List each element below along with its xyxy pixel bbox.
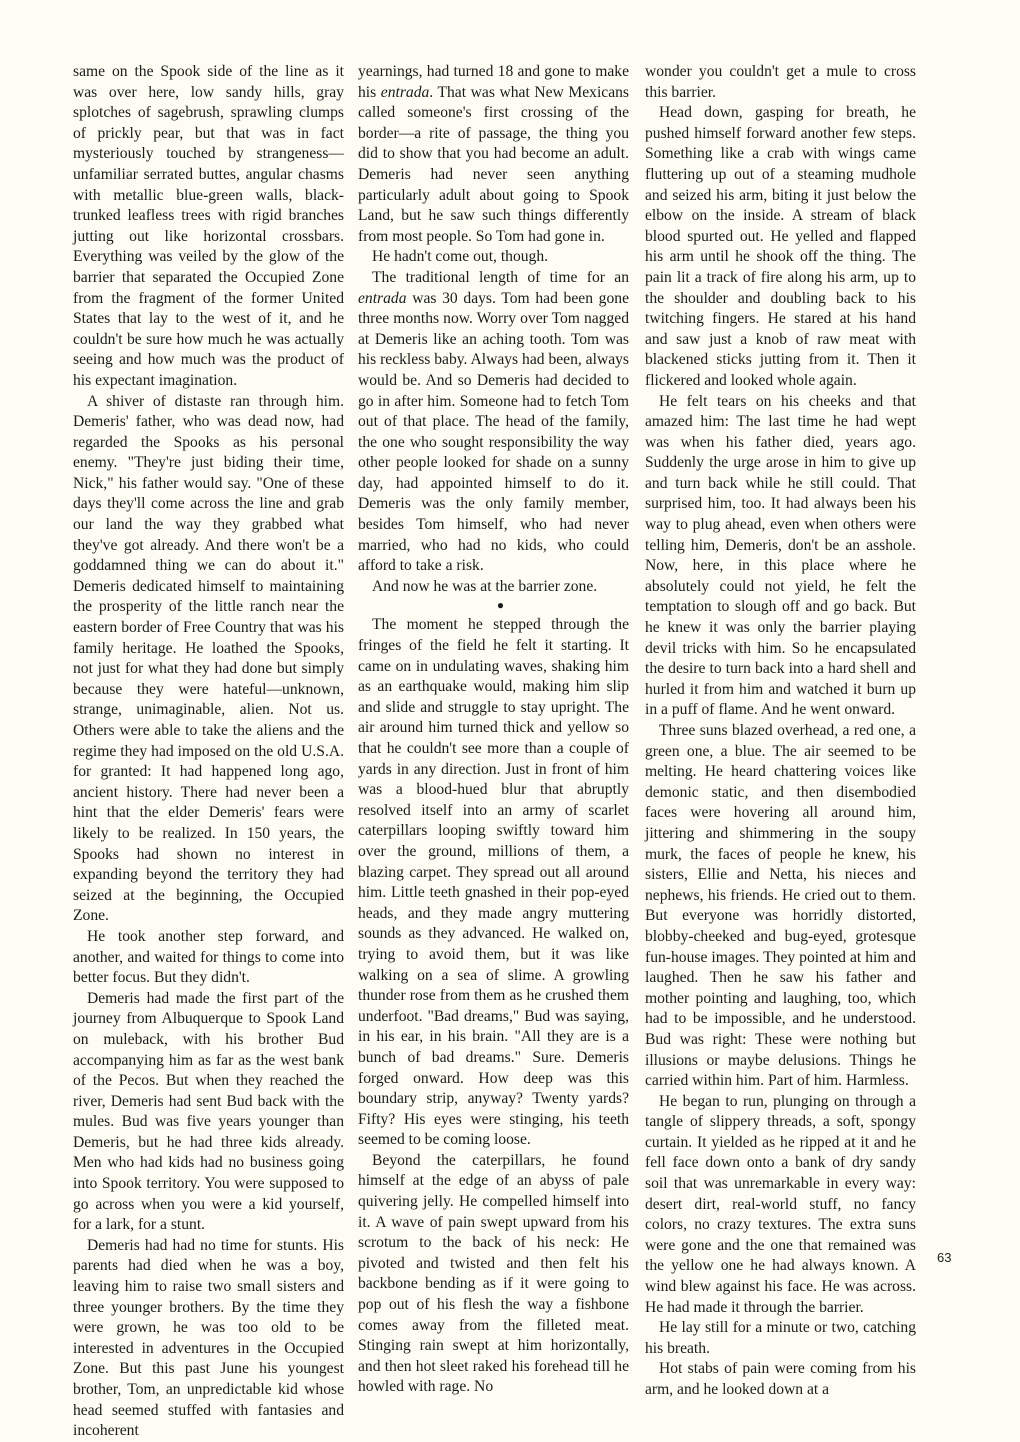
paragraph: He took another step forward, and another, and waited for things to come into better focus. But they didn't. — [73, 927, 344, 987]
paragraph: And now he was at the barrier zone. — [372, 577, 598, 595]
text-column-1 — [73, 62, 344, 1442]
paragraph: A shiver of distaste ran through him. Demeris' father, who was dead now, had regarded the Spooks as his personal enemy. "They're just biding their time, Nick," his father would say. "One of these days they'll come across the line and grab our land the way they grabbed what they've got already. And there won't be a goddamned thing we can do about it." Demeris dedicated himself to maintaining the prosperity of the little ranch near the eastern border of Free Country that was his family heritage. He loathed the Spooks, not just for what they had done but simply because they were hateful—unknown, strange, unimaginable, alien. Not us. Others were able to take the aliens and the regime they had imposed on the old U.S.A. for granted: It had happened long ago, ancient history. There had never been a hint that the elder Demeris' fears were likely to be realized. In 150 years, the Spooks had shown no interest in expanding beyond the territory they had seized at the beginning, the Occupied Zone. — [73, 392, 344, 925]
page-number: 63 — [937, 1250, 952, 1265]
paragraph: Three suns blazed overhead, a red one, a green one, a blue. The air seemed to be melting. He heard chattering voices like demonic static, and then disembodied faces were hovering all around him, jittering and shimmering in the soupy murk, the faces of people he knew, his sisters, Ellie and Netta, his nieces and nephews, his friends. He cried out to them. But everyone was horridly distorted, blobby-cheeked and bug-eyed, grotesque fun-house images. They pointed at him and laughed. Then he saw his father and mother pointing and laughing, too, which had to be impossible, and he understood. Bud was right: These were nothing but illusions or maybe delusions. Things he carried within him. Part of him. Harmless. — [645, 722, 916, 1090]
paragraph: Demeris had made the first part of the journey from Albuquerque to Spook Land on muleback, with his brother Bud accompanying him as far as the west bank of the Pecos. But when they reached the river, Demeris had sent Bud back with the mules. Bud was five years younger than Demeris, but he had three kids already. Men who had kids had no business going into Spook territory. You were supposed to go across when you were a kid yourself, for a lark, for a stunt. — [73, 989, 344, 1234]
paragraph: Demeris had had no time for stunts. His parents had died when he was a boy, leaving him to raise two small sisters and three younger brothers. By the time they were grown, he was too old to be interested in adventures in the Occupied Zone. But this past June his youngest brother, Tom, an unpredictable kid whose head seemed stuffed with fantasies and incoherent — [73, 1236, 344, 1440]
paragraph: Head down, gasping for breath, he pushed himself forward another few steps. Something like a crab with wings came fluttering up out of a steaming mudhole and seized his arm, biting it just below the elbow on the inside. A stream of black blood spurted out. He yelled and flapped his arm until he shook off the thing. The pain lit a track of fire along his arm, up to the shoulder and doubling back to his twitching fingers. He stared at his hand and saw just a knob of raw meat with blackened sticks jutting from it. Then it flickered and looked whole again. — [645, 104, 916, 389]
text-column-3 — [645, 62, 916, 1401]
paragraph: He lay still for a minute or two, catching his breath. — [645, 1319, 916, 1357]
paragraph: He hadn't come out, though. — [372, 248, 549, 266]
section-break-bullet: ● — [496, 598, 505, 613]
paragraph: The traditional length of time for an entrada was 30 days. Tom had been gone three months now. Worry over Tom nagged at Demeris like an aching tooth. Tom was his reckless baby. Always had been, always would be. And so Demeris had decided to go in after him. Someone had to fetch Tom out of that place. The head of the family, the one who sought responsibility the way other people looked for shade on a sunny day, had appointed himself to do it. Demeris was the only family member, besides Tom himself, who had never married, who had no kids, who could afford to take a risk. — [358, 268, 629, 575]
paragraph: He began to run, plunging on through a tangle of slippery threads, a soft, spongy curtain. It yielded as he ripped at it and he fell face down onto a bank of dry sandy soil that was unremarkable in every way: desert dirt, real-world stuff, no fancy colors, no crazy textures. The extra suns were gone and the one that remained was the yellow one he had always known. A wind blew against his face. He was across. He had made it through the barrier. — [645, 1092, 916, 1316]
paragraph: Hot stabs of pain were coming from his arm, and he looked down at a — [645, 1360, 916, 1398]
paragraph: wonder you couldn't get a mule to cross this barrier. — [645, 63, 916, 101]
paragraph: He felt tears on his cheeks and that amazed him: The last time he had wept was when his father died, years ago. Suddenly the urge arose in him to give up and turn back while he still could. That surprised him, too. It had always been his way to plug ahead, even when others were telling him, Demeris, don't be an asshole. Now, here, in this place where he absolutely could not yield, he felt the temptation to slough off and go back. But he knew it was only the barrier playing devil tricks with him. So he encapsulated the desire to turn back into a hard shell and hurled it from him and watched it burn up in a puff of flame. And he went onward. — [645, 392, 916, 719]
paragraph: same on the Spook side of the line as it was over here, low sandy hills, gray splotches of sagebrush, sprawling clumps of prickly pear, but that was in fact mysteriously touched by strangeness—unfamiliar serrated buttes, angular chasms with metallic blue-green walls, black-trunked leafless trees with rigid branches jutting out like horizontal crossbars. Everything was veiled by the glow of the barrier that separated the Occupied Zone from the fragment of the former United States that lay to the west of it, and he couldn't be sure how much he was actually seeing and how much was the product of his expectant imagination. — [73, 63, 344, 389]
text-column-2 — [358, 62, 629, 1398]
paragraph: The moment he stepped through the fringes of the field he felt it starting. It came on in undulating waves, shaking him as an earthquake would, making him slip and slide and struggle to stay upright. The air around him turned thick and yellow so that he couldn't see more than a couple of yards in any direction. Just in front of him was a blood-hued blur that abruptly resolved itself into an army of scarlet caterpillars looping swiftly toward him over the ground, millions of them, a blazing carpet. They spread out all around him. Little teeth gnashed in their pop-eyed heads, and they made angry muttering sounds as they advanced. He walked on, trying to avoid them, but it was like walking on a sea of slime. A growling thunder rose from them as he crushed them underfoot. "Bad dreams," Bud was saying, in his ear, in his brain. "All they are is a bunch of bad dreams." Sure. Demeris forged onward. How deep was this boundary strip, anyway? Twenty yards? Fifty? His eyes were stinging, his teeth seemed to be coming loose. — [358, 616, 629, 1149]
paragraph: yearnings, had turned 18 and gone to make his entrada. That was what New Mexicans called someone's first crossing of the border—a rite of passage, the thing you did to show that you had become an adult. Demeris had never seen anything particularly adult about going to Spook Land, but he saw such things differently from most people. So Tom had gone in. — [358, 63, 629, 245]
paragraph: Beyond the caterpillars, he found himself at the edge of an abyss of pale quivering jelly. He compelled himself into it. A wave of pain swept upward from his scrotum to the back of his neck: He pivoted and twisted and then felt his backbone bending as if it were going to pop out of his flesh the way a fishbone comes away from the filleted meat. Stinging rain swept at him horizontally, and then hot sleet raked his forehead till he howled with rage. No — [358, 1151, 629, 1396]
